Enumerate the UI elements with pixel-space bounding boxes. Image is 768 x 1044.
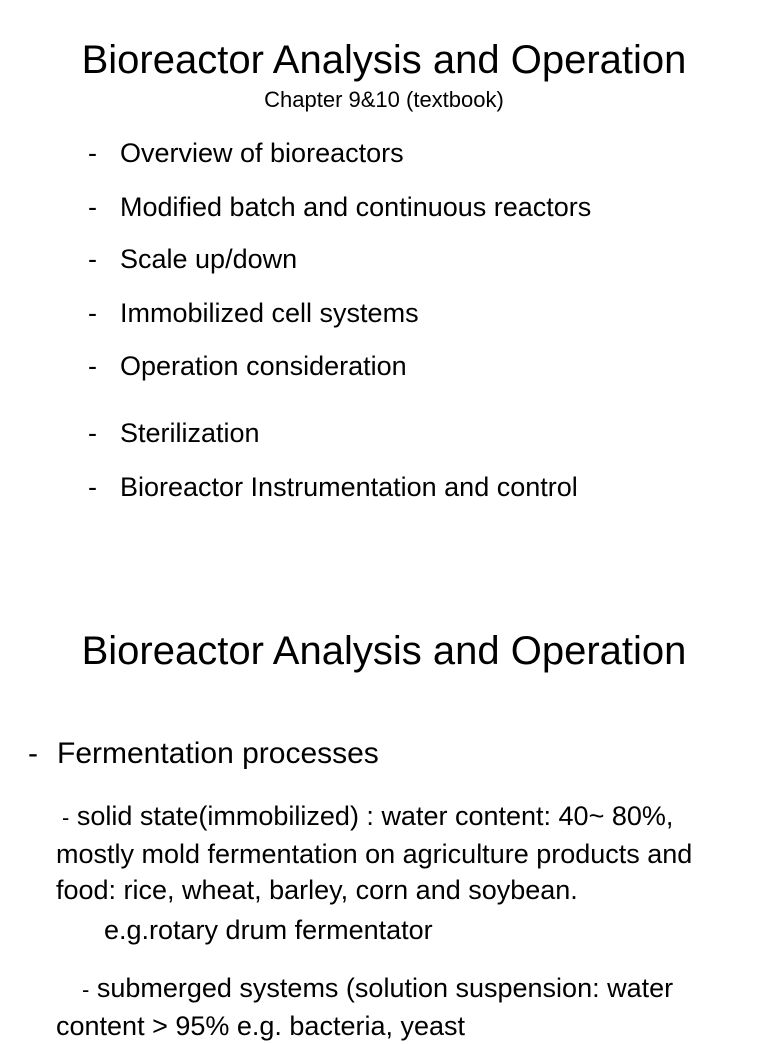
list-item [88,243,297,275]
paragraph-text: solid state(immobilized) : water content: 40~ 80%, mostly mold fermentation on agriculture products and food: rice, wheat, barley, corn and soybean. [56,801,693,905]
bullet-text: Overview of bioreactors [120,138,404,168]
list-item [88,137,404,169]
bullet-text: Scale up/down [120,244,298,274]
paragraph-marker: - [62,805,70,830]
bullet-text: Modified batch and continuous reactors [120,192,592,222]
bullet-text: Operation consideration [120,351,407,381]
list-item [88,191,591,223]
paragraph-submerged [56,970,756,1044]
list-item [88,417,260,449]
bullet-text: Immobilized cell systems [120,298,419,328]
slide-title: Bioreactor Analysis and Operation [81,38,687,82]
bullet-marker: - [88,244,97,274]
bullet-marker: - [88,472,97,502]
paragraph-example: e.g.rotary drum fermentator [104,915,433,945]
slide-title: Bioreactor Analysis and Operation [81,629,687,673]
section-marker: - [28,737,38,770]
bullet-marker: - [88,298,97,328]
list-item [88,350,407,382]
paragraph-marker: - [82,977,90,1002]
bullet-marker: - [88,138,97,168]
paragraph-text: submerged systems (solution suspension: water content > 95% e.g. bacteria, yeast [56,973,674,1041]
bullet-marker: - [88,192,97,222]
section-heading [28,736,379,772]
list-item [88,297,419,329]
section-text: Fermentation processes [57,737,379,770]
bullet-text: Bioreactor Instrumentation and control [120,472,578,502]
paragraph-solid-state [56,798,756,908]
slide-subtitle: Chapter 9&10 (textbook) [264,87,504,112]
bullet-text: Sterilization [120,418,260,448]
bullet-marker: - [88,351,97,381]
list-item [88,471,578,503]
bullet-marker: - [88,418,97,448]
slide-2 [0,600,768,1041]
